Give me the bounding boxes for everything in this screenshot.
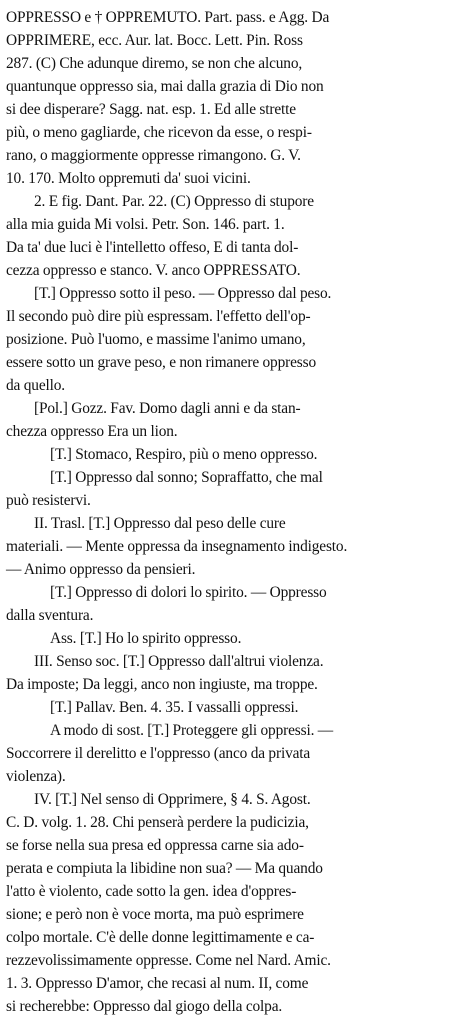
- entry-line: Soccorrere il derelitto e l'oppresso (anco da privata: [6, 745, 311, 762]
- entry-line: più, o meno gagliarde, che ricevon da esse, o respi-: [6, 124, 312, 141]
- entry-line: C. D. volg. 1. 28. Chi penserà perdere la pudicizia,: [6, 814, 309, 831]
- entry-line: può resistervi.: [6, 492, 91, 509]
- entry-line: [T.] Pallav. Ben. 4. 35. I vassalli oppressi.: [50, 699, 299, 716]
- entry-line: A modo di sost. [T.] Proteggere gli oppressi. —: [50, 722, 334, 739]
- entry-line: se forse nella sua presa ed oppressa carne sia ado-: [6, 837, 304, 854]
- dictionary-entry-oppresso: [6, 6, 464, 1018]
- entry-line: OPPRESSO e † OPPREMUTO. Part. pass. e Agg. Da: [6, 9, 330, 26]
- entry-line: alla mia guida Mi volsi. Petr. Son. 146. part. 1.: [6, 216, 285, 233]
- entry-line: [T.] Oppresso di dolori lo spirito. — Oppresso: [50, 584, 327, 601]
- entry-line: rezzevolissimamente oppresse. Come nel Nard. Amic.: [6, 952, 331, 969]
- entry-line: [T.] Stomaco, Respiro, più o meno oppresso.: [50, 446, 318, 463]
- entry-line: [T.] Oppresso dal sonno; Sopraffatto, che mal: [50, 469, 323, 486]
- entry-line: 1. 3. Oppresso D'amor, che recasi al num. II, come: [6, 975, 309, 992]
- sense-2-heading: 2. E fig. Dant. Par. 22. (C) Oppresso di stupore: [34, 193, 314, 210]
- entry-line: l'atto è violento, cade sotto la gen. idea d'oppres-: [6, 883, 297, 900]
- entry-line: colpo mortale. C'è delle donne legittimamente e ca-: [6, 929, 315, 946]
- entry-line: quantunque oppresso sia, mai dalla grazia di Dio non: [6, 78, 324, 95]
- entry-line: sione; e però non è voce morta, ma può esprimere: [6, 906, 304, 923]
- entry-line: 287. (C) Che adunque diremo, se non che alcuno,: [6, 55, 303, 72]
- entry-line: materiali. — Mente oppressa da insegnamento indigesto.: [6, 538, 348, 555]
- entry-line: Da ta' due luci è l'intelletto offeso, E di tanta dol-: [6, 239, 299, 256]
- entry-line: [Pol.] Gozz. Fav. Domo dagli anni e da stan-: [34, 400, 301, 417]
- sense-3-heading: III. Senso soc. [T.] Oppresso dall'altrui violenza.: [34, 653, 324, 670]
- entry-line: dalla sventura.: [6, 607, 94, 624]
- entry-line: si recherebbe: Oppresso dal giogo della colpa.: [6, 998, 283, 1015]
- entry-line: posizione. Può l'uomo, e massime l'animo umano,: [6, 331, 306, 348]
- entry-line: da quello.: [6, 377, 65, 394]
- entry-line: cezza oppresso e stanco. V. anco OPPRESSATO.: [6, 262, 301, 279]
- entry-line: chezza oppresso Era un lion.: [6, 423, 178, 440]
- entry-line: rano, o maggiormente oppresse rimangono. G. V.: [6, 147, 301, 164]
- entry-line: Il secondo può dire più espressam. l'effetto dell'op-: [6, 308, 311, 325]
- entry-line: Ass. [T.] Ho lo spirito oppresso.: [50, 630, 242, 647]
- entry-line: violenza).: [6, 768, 66, 785]
- entry-line: essere sotto un grave peso, e non rimanere oppresso: [6, 354, 317, 371]
- sense-4-heading: IV. [T.] Nel senso di Opprimere, § 4. S. Agost.: [34, 791, 311, 808]
- entry-line: perata e compiuta la libidine non sua? — Ma quando: [6, 860, 323, 877]
- entry-line: si dee disperare? Sagg. nat. esp. 1. Ed alle strette: [6, 101, 296, 118]
- entry-line: Da imposte; Da leggi, anco non ingiuste, ma troppe.: [6, 676, 318, 693]
- entry-line: [T.] Oppresso sotto il peso. — Oppresso dal peso.: [34, 285, 332, 302]
- entry-line: 10. 170. Molto oppremuti da' suoi vicini.: [6, 170, 251, 187]
- sense-2-heading: II. Trasl. [T.] Oppresso dal peso delle cure: [34, 515, 286, 532]
- entry-line: — Animo oppresso da pensieri.: [6, 561, 196, 578]
- entry-line: OPPRIMERE, ecc. Aur. lat. Bocc. Lett. Pin. Ross: [6, 32, 303, 49]
